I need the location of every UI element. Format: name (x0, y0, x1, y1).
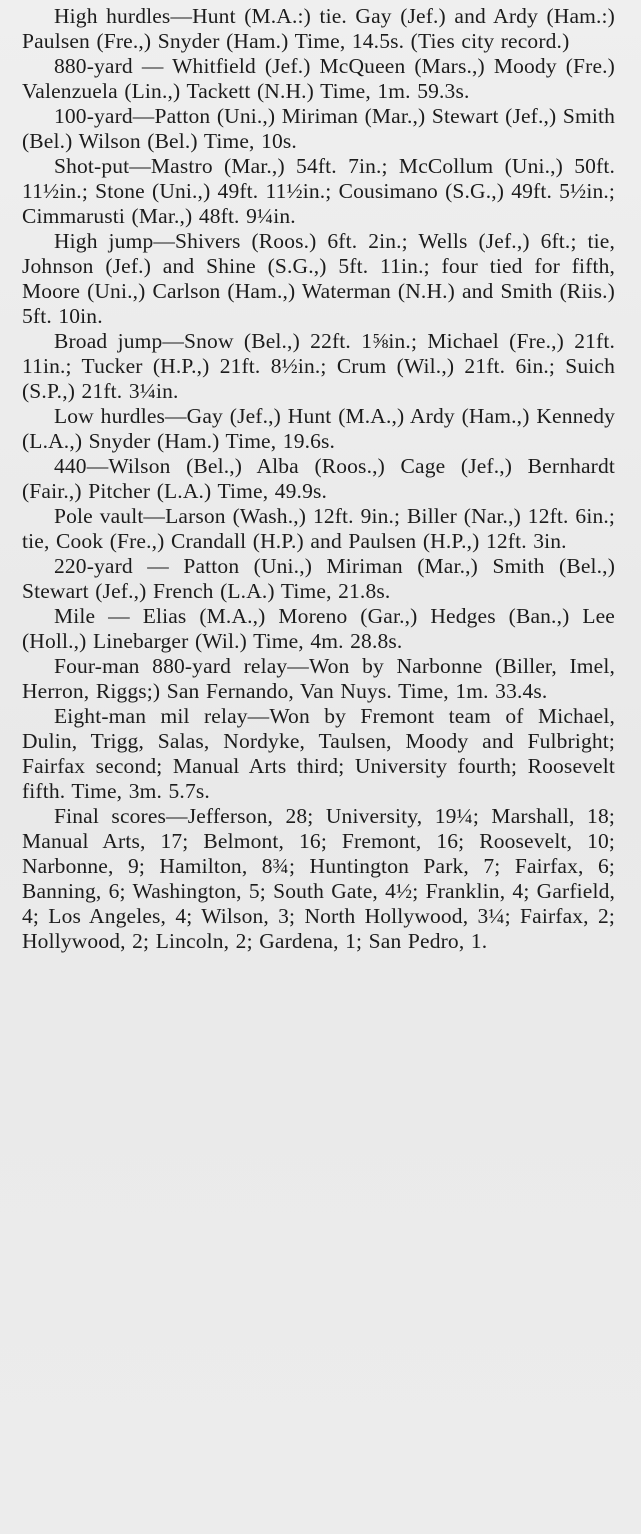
result-high-jump: High jump—Shivers (Roos.) 6ft. 2in.; Wells (Jef.,) 6ft.; tie, Johnson (Jef.) and Shine (S.G.,) 5ft. 11in.; four tied for fifth, Moore (Uni.,) Carlson (Ham.,) Waterman (N.H.) and Smith (Riis.) 5ft. 10in. (22, 229, 615, 328)
final-scores: Final scores—Jefferson, 28; University, 19¼; Marshall, 18; Manual Arts, 17; Belmont, 16; Fremont, 16; Roosevelt, 10; Narbonne, 9; Hamilton, 8¾; Huntington Park, 7; Fairfax, 6; Banning, 6; Washington, 5; South Gate, 4½; Franklin, 4; Garfield, 4; Los Angeles, 4; Wilson, 3; North Hollywood, 3¼; Fairfax, 2; Hollywood, 2; Lincoln, 2; Gardena, 1; San Pedro, 1. (22, 804, 615, 953)
result-low-hurdles: Low hurdles—Gay (Jef.,) Hunt (M.A.,) Ardy (Ham.,) Kennedy (L.A.,) Snyder (Ham.) Time, 19.6s. (22, 404, 615, 453)
result-880-yard: 880-yard — Whitfield (Jef.) McQueen (Mars.,) Moody (Fre.) Valenzuela (Lin.,) Tackett (N.H.) Time, 1m. 59.3s. (22, 54, 615, 103)
result-pole-vault: Pole vault—Larson (Wash.,) 12ft. 9in.; Biller (Nar.,) 12ft. 6in.; tie, Cook (Fre.,) Crandall (H.P.) and Paulsen (H.P.,) 12ft. 3in. (22, 504, 615, 553)
result-broad-jump: Broad jump—Snow (Bel.,) 22ft. 1⅝in.; Michael (Fre.,) 21ft. 11in.; Tucker (H.P.,) 21ft. 8½in.; Crum (Wil.,) 21ft. 6in.; Suich (S.P.,) 21ft. 3¼in. (22, 329, 615, 403)
result-mile: Mile — Elias (M.A.,) Moreno (Gar.,) Hedges (Ban.,) Lee (Holl.,) Linebarger (Wil.) Time, 4m. 28.8s. (22, 604, 615, 653)
result-shot-put: Shot-put—Mastro (Mar.,) 54ft. 7in.; McCollum (Uni.,) 50ft. 11½in.; Stone (Uni.,) 49ft. 11½in.; Cousimano (S.G.,) 49ft. 5½in.; Cimmarusti (Mar.,) 48ft. 9¼in. (22, 154, 615, 228)
result-eight-man-relay: Eight-man mil relay—Won by Fremont team of Michael, Dulin, Trigg, Salas, Nordyke, Taulsen, Moody and Fulbright; Fairfax second; Manual Arts third; University fourth; Roosevelt fifth. Time, 3m. 5.7s. (22, 704, 615, 803)
result-four-man-relay: Four-man 880-yard relay—Won by Narbonne (Biller, Imel, Herron, Riggs;) San Fernando, Van Nuys. Time, 1m. 33.4s. (22, 654, 615, 703)
result-100-yard: 100-yard—Patton (Uni.,) Miriman (Mar.,) Stewart (Jef.,) Smith (Bel.) Wilson (Bel.) Time, 10s. (22, 104, 615, 153)
result-high-hurdles: High hurdles—Hunt (M.A.:) tie. Gay (Jef.) and Ardy (Ham.:) Paulsen (Fre.,) Snyder (Ham.) Time, 14.5s. (Ties city record.) (22, 4, 615, 53)
result-440: 440—Wilson (Bel.,) Alba (Roos.,) Cage (Jef.,) Bernhardt (Fair.,) Pitcher (L.A.) Time, 49.9s. (22, 454, 615, 503)
result-220-yard: 220-yard — Patton (Uni.,) Miriman (Mar.,) Smith (Bel.,) Stewart (Jef.,) French (L.A.) Time, 21.8s. (22, 554, 615, 603)
